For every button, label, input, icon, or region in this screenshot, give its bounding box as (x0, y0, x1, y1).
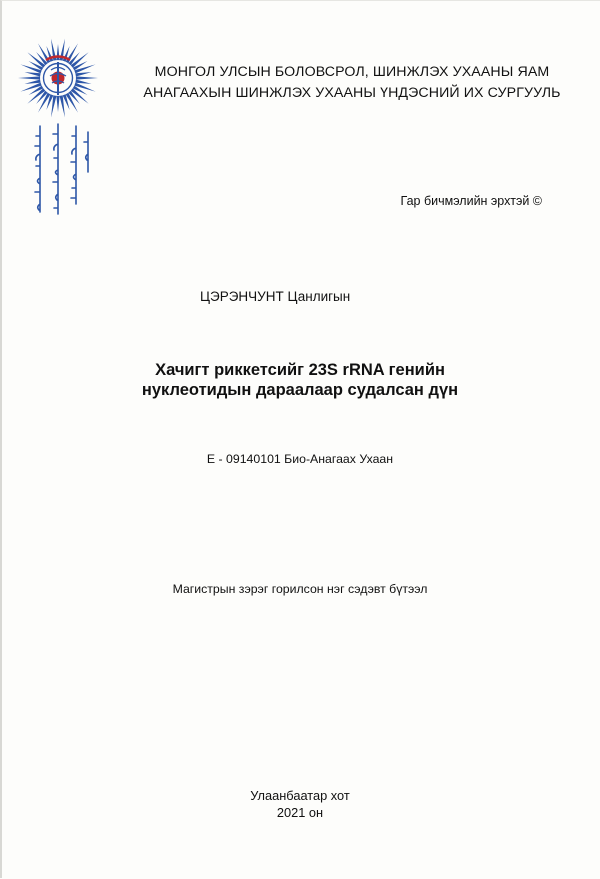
thesis-title (90, 360, 510, 400)
emblem-ray (75, 72, 91, 76)
degree-statement: Магистрын зэрэг горилсон нэг сэдэвт бүтээл (172, 582, 428, 596)
university-emblem-icon (16, 36, 100, 120)
emblem-ray (56, 96, 59, 112)
thesis-title-line2: нуклеотидын дараалаар судалсан дүн (141, 381, 459, 399)
mongolian-script-emblem (30, 122, 94, 222)
ministry-name: МОНГОЛ УЛСЫН БОЛОВСРОЛ, ШИНЖЛЭХ УХААНЫ ЯАМ (154, 64, 550, 80)
ministry-header (132, 62, 572, 104)
emblem-ray (51, 95, 56, 117)
emblem-ray (76, 76, 98, 79)
emblem-ray (25, 80, 41, 84)
year: 2021 он (276, 805, 324, 820)
emblem-ray (75, 80, 91, 84)
thesis-title-line1: Хачигт риккетсийг 23S rRNA генийн (155, 361, 445, 379)
emblem-ray (60, 95, 65, 117)
place-and-year (0, 787, 600, 821)
author-name: ЦЭРЭНЧУНТ Цанлигын (200, 289, 351, 304)
university-name: АНАГААХЫН ШИНЖЛЭХ УХААНЫ ҮНДЭСНИЙ ИХ СУРГУУЛЬ (143, 85, 561, 101)
city: Улаанбаатар хот (250, 788, 350, 803)
specialty-code: E - 09140101 Био-Анагаах Ухаан (206, 452, 394, 466)
emblem-ray (18, 76, 40, 79)
emblem-ray (25, 72, 41, 76)
copyright-notice: Гар бичмэлийн эрхтэй © (400, 194, 542, 208)
